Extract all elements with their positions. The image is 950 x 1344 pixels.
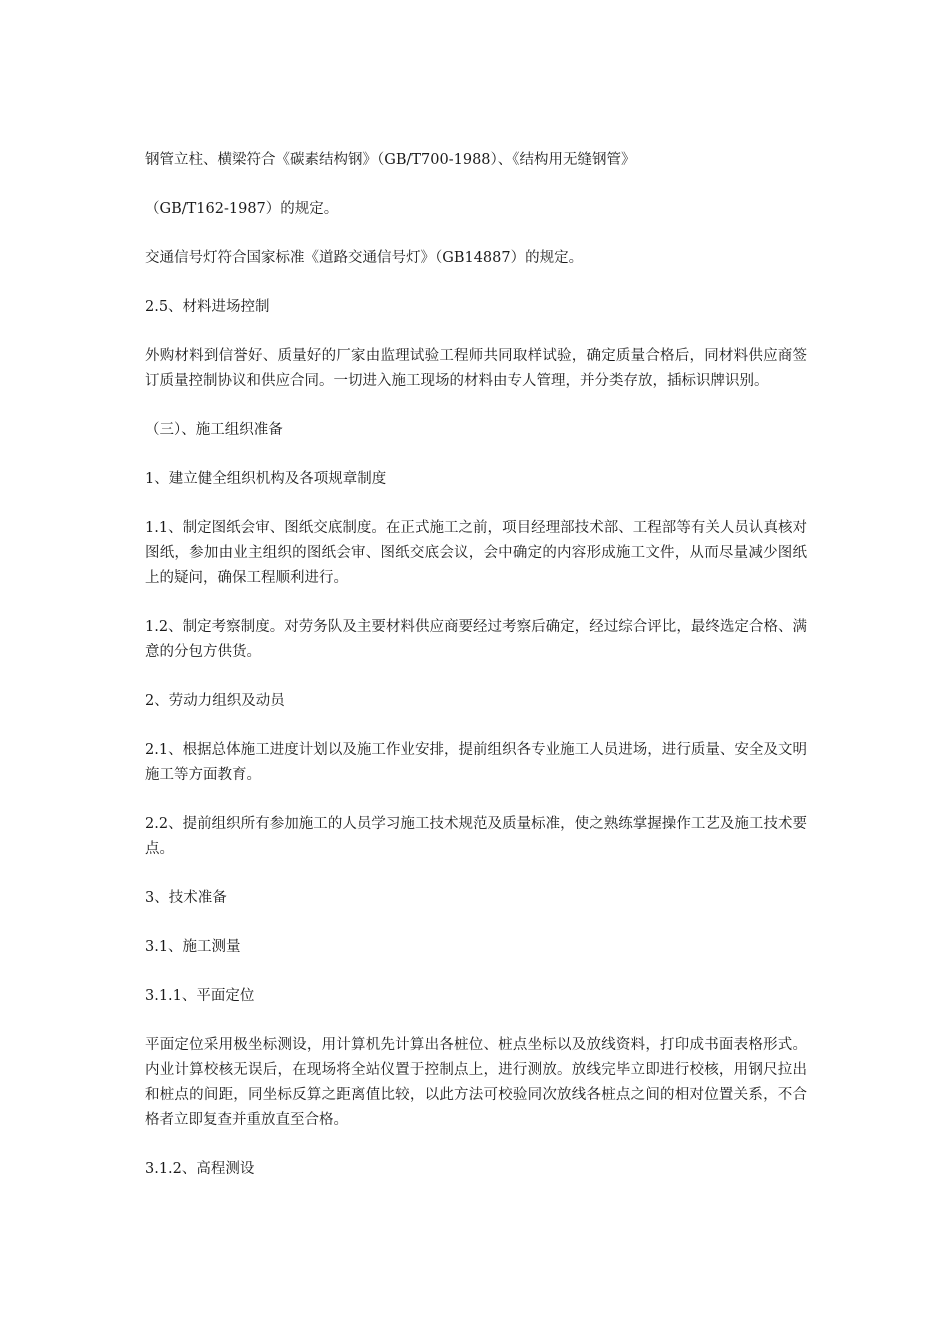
heading-elevation-survey: 3.1.2、高程测设 — [145, 1161, 255, 1177]
paragraph-traffic-signal-standard: 交通信号灯符合国家标准《道路交通信号灯》（GB14887）的规定。 — [145, 250, 584, 266]
paragraph-labor-training: 2.2、提前组织所有参加施工的人员学习施工技术规范及质量标准，使之熟练掌握操作工艺及施工技术要点。 — [145, 816, 807, 857]
paragraph-material-procurement: 外购材料到信誉好、质量好的厂家由监理试验工程师共同取样试验，确定质量合格后，同材料供应商签订质量控制协议和供应合同。一切进入施工现场的材料由专人管理，并分类存放，插标识牌识别。 — [145, 348, 807, 389]
heading-construction-organization: （三）、施工组织准备 — [145, 422, 283, 438]
heading-labor-organization: 2、劳动力组织及动员 — [145, 693, 285, 709]
document-body — [145, 148, 807, 1206]
paragraph-labor-schedule: 2.1、根据总体施工进度计划以及施工作业安排，提前组织各专业施工人员进场，进行质量、安全及文明施工等方面教育。 — [145, 742, 807, 783]
heading-organization-rules: 1、建立健全组织机构及各项规章制度 — [145, 471, 387, 487]
paragraph-steel-columns-standard: 钢管立柱、横梁符合《碳素结构钢》（GB/T700-1988）、《结构用无缝钢管》 — [145, 152, 636, 168]
paragraph-drawing-review: 1.1、制定图纸会审、图纸交底制度。在正式施工之前，项目经理部技术部、工程部等有关人员认真核对图纸，参加由业主组织的图纸会审、图纸交底会议，会中确定的内容形成施工文件，从而尽量减少图纸上的疑问，确保工程顺利进行。 — [145, 520, 807, 586]
heading-technical-preparation: 3、技术准备 — [145, 890, 227, 906]
paragraph-plane-positioning: 平面定位采用极坐标测设，用计算机先计算出各桩位、桩点坐标以及放线资料，打印成书面表格形式。内业计算校核无误后，在现场将全站仪置于控制点上，进行测放。放线完毕立即进行校核，用钢尺拉出和桩点的间距，同坐标反算之距离值比较，以此方法可校验同次放线各桩点之间的相对位置关系，不合格者立即复查并重放直至合格。 — [145, 1037, 807, 1128]
heading-material-entry-control: 2.5、材料进场控制 — [145, 299, 270, 315]
paragraph-inspection-system: 1.2、制定考察制度。对劳务队及主要材料供应商要经过考察后确定，经过综合评比，最终选定合格、满意的分包方供货。 — [145, 619, 807, 660]
paragraph-steel-tube-standard: （GB/T162-1987）的规定。 — [145, 201, 339, 217]
heading-construction-survey: 3.1、施工测量 — [145, 939, 241, 955]
heading-plane-positioning: 3.1.1、平面定位 — [145, 988, 255, 1004]
